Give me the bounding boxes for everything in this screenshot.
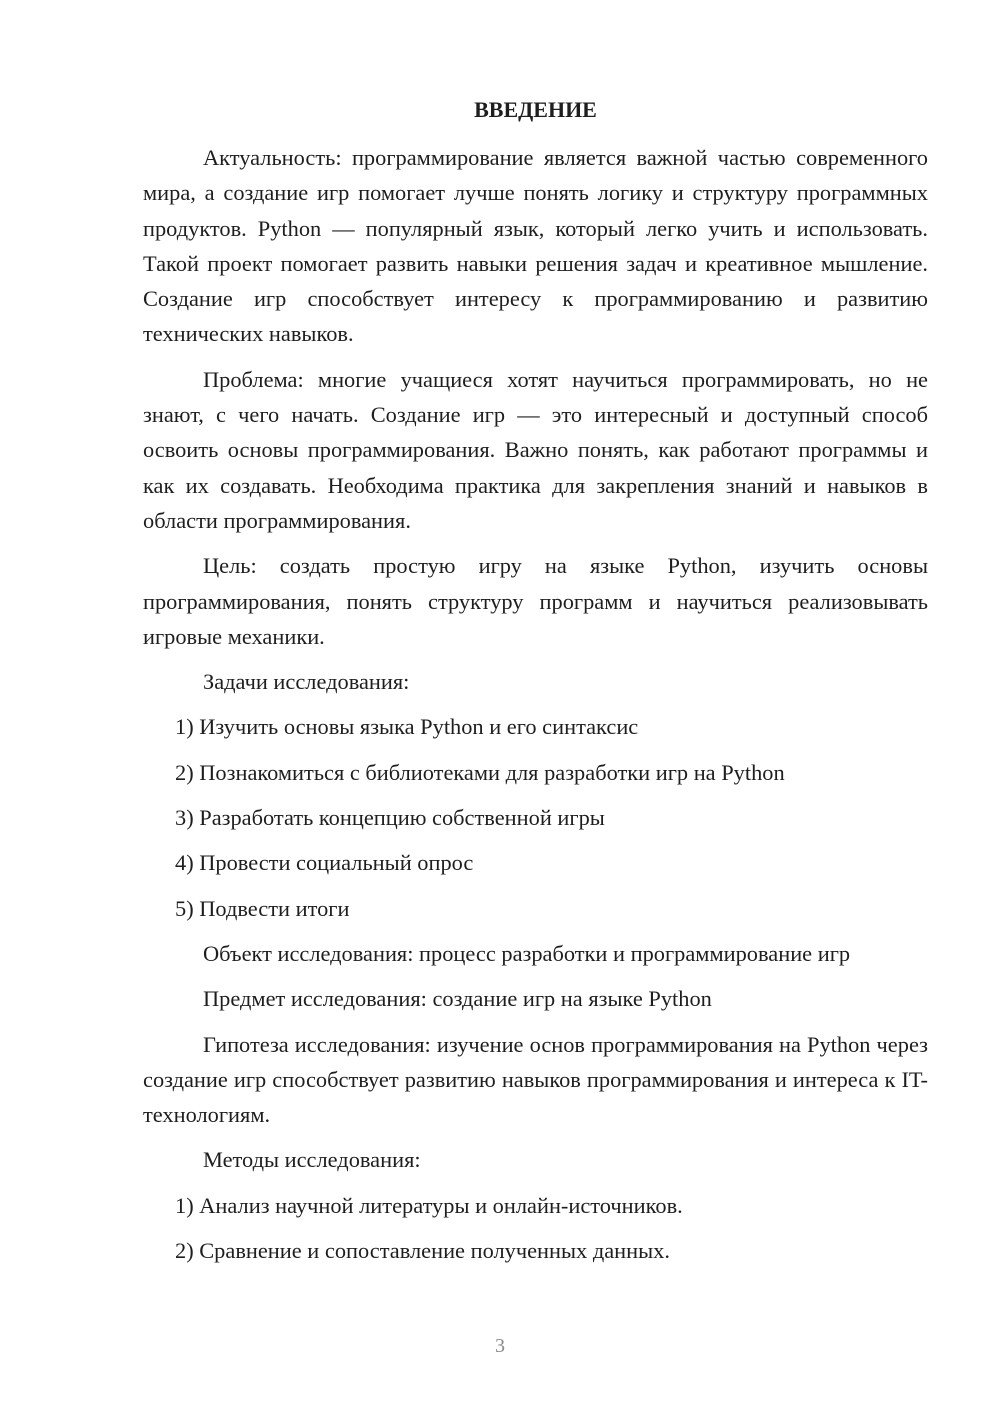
tasks-heading: Задачи исследования:: [203, 669, 410, 695]
object-paragraph: Объект исследования: процесс разработки и программирование игр: [203, 940, 851, 966]
list-item: 2) Сравнение и сопоставление полученных данных.: [175, 1238, 670, 1264]
actuality-paragraph: Актуальность: программирование является важной частью современного мира, а создание игр помогает лучше понять логику и структуру программных продуктов. Python — популярный язык, который легко учить и использовать. Такой проект помогает развить навыки решения задач и креативное мышление. Создание игр способствует интересу к программированию и развитию технических навыков.: [143, 145, 928, 347]
document-page: [143, 92, 928, 1278]
goal-paragraph: Цель: создать простую игру на языке Python, изучить основы программирования, понять структуру программ и научиться реализовывать игровые механики.: [143, 553, 928, 649]
list-item: 1) Изучить основы языка Python и его синтаксис: [175, 714, 639, 740]
list-item: 2) Познакомиться с библиотеками для разработки игр на Python: [175, 759, 785, 785]
hypothesis-paragraph: Гипотеза исследования: изучение основ программирования на Python через создание игр способствует развитию навыков программирования и интереса к IT-технологиям.: [143, 1031, 928, 1128]
tasks-list: [143, 709, 928, 925]
page-number: 3: [495, 1335, 505, 1357]
methods-heading: Методы исследования:: [203, 1147, 421, 1173]
subject-paragraph: Предмет исследования: создание игр на языке Python: [203, 986, 712, 1012]
section-title: ВВЕДЕНИЕ: [474, 97, 597, 122]
methods-list: [143, 1188, 928, 1269]
list-item: 5) Подвести итоги: [175, 895, 350, 921]
list-item: 3) Разработать концепцию собственной игры: [175, 805, 605, 831]
problem-paragraph: Проблема: многие учащиеся хотят научиться программировать, но не знают, с чего начать. Создание игр — это интересный и доступный способ освоить основы программирования. Важно понять, как работают программы и как их создавать. Необходима практика для закрепления знаний и навыков в области программирования.: [143, 366, 928, 533]
list-item: 4) Провести социальный опрос: [175, 850, 474, 876]
list-item: 1) Анализ научной литературы и онлайн-источников.: [175, 1192, 683, 1218]
